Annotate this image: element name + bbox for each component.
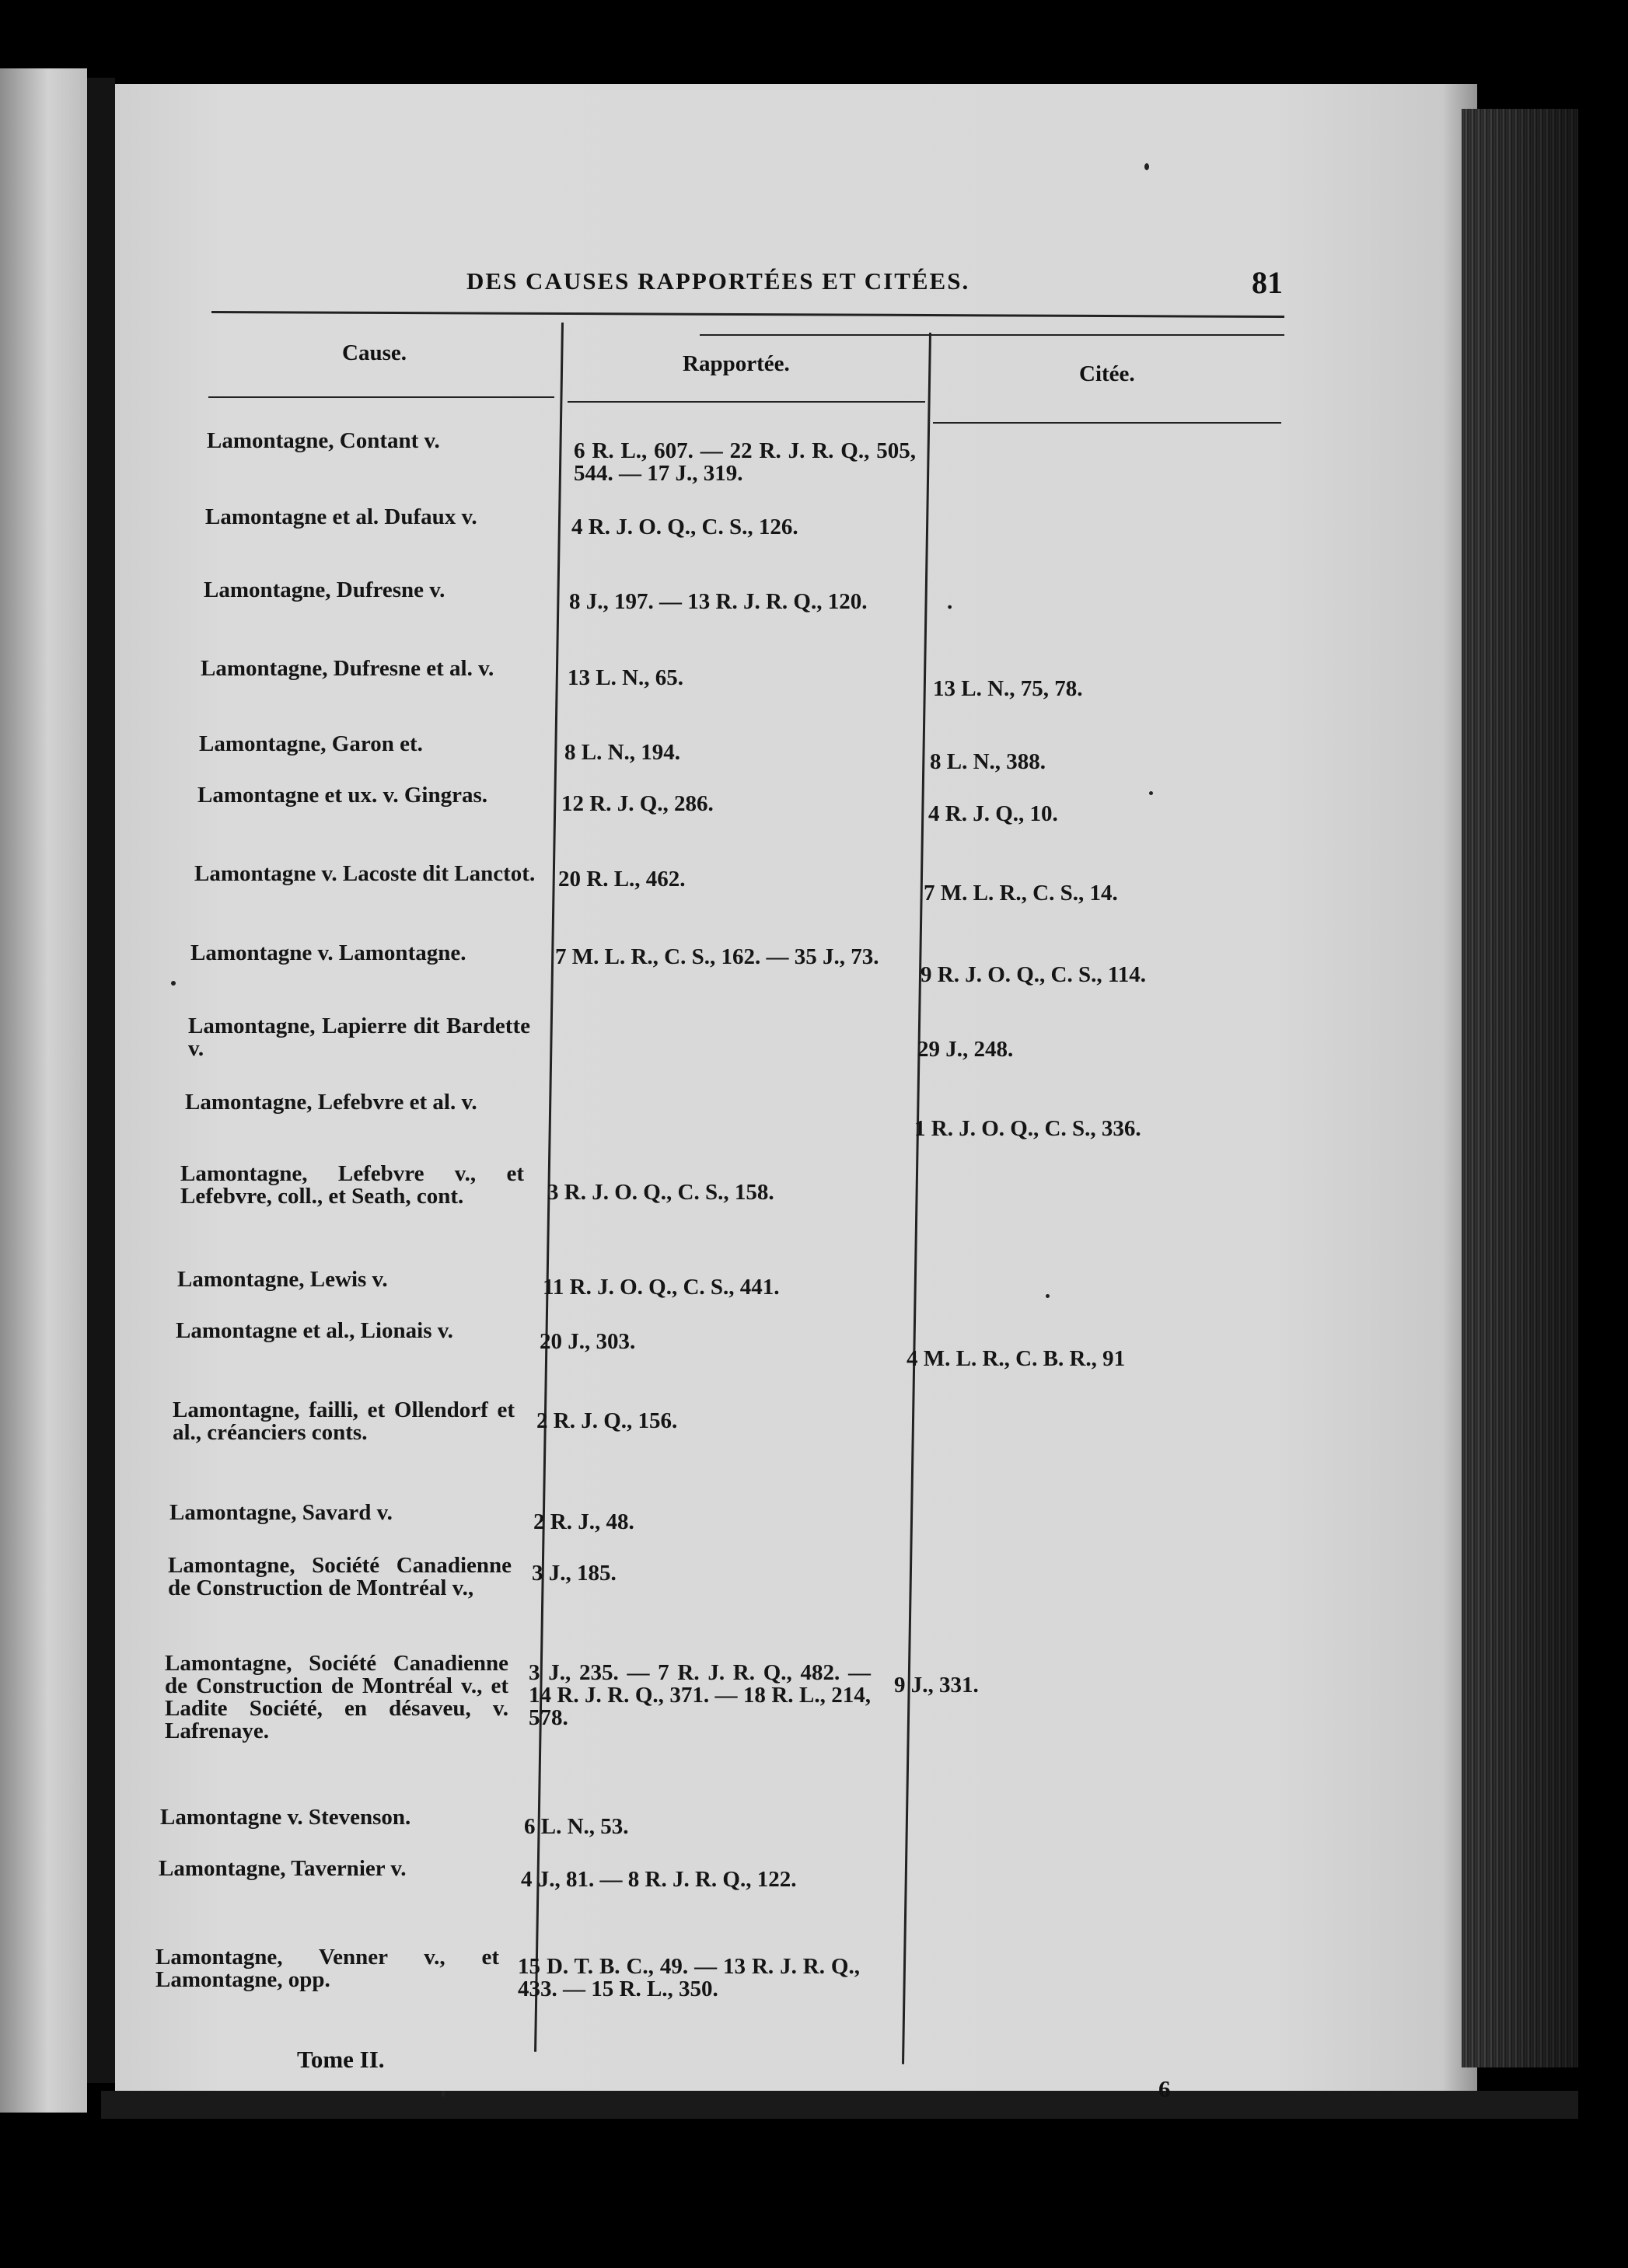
rapportee-cell: 4 R. J. O. Q., C. S., 126. — [571, 515, 798, 539]
rapportee-cell: 6 L. N., 53. — [524, 1814, 629, 1839]
rapportee-cell: 4 J., 81. — 8 R. J. R. Q., 122. — [521, 1867, 797, 1892]
rapportee-cell: 8 L. N., 194. — [564, 740, 681, 765]
cause-cell: Lamontagne, Dufresne v. — [204, 577, 445, 602]
cause-cell: Lamontagne, Tavernier v. — [159, 1856, 407, 1881]
cause-cell: Lamontagne v. Lamontagne. — [190, 940, 466, 965]
column-header-cause: Cause. — [342, 340, 407, 365]
cause-cell: Lamontagne, Dufresne et al. v. — [201, 656, 494, 681]
citee-cell: 1 R. J. O. Q., C. S., 336. — [914, 1116, 1141, 1141]
top-rule-right — [700, 334, 1284, 336]
rapportee-cell: 2 R. J., 48. — [533, 1509, 634, 1534]
citee-cell: 7 M. L. R., C. S., 14. — [924, 881, 1118, 905]
scan-speck — [171, 981, 176, 986]
book-gutter — [87, 78, 115, 2083]
cause-cell: Lamontagne, Venner v., et Lamontagne, opp. — [155, 1945, 499, 1992]
rapportee-cell: 20 R. L., 462. — [558, 867, 686, 891]
citee-cell: . — [947, 589, 953, 614]
rapportee-cell: 20 J., 303. — [540, 1329, 636, 1354]
column-header-rapportee: Rapportée. — [683, 351, 790, 376]
scan-speck — [1046, 1294, 1050, 1298]
citee-cell: 8 L. N., 388. — [930, 749, 1046, 774]
cause-cell: Lamontagne, Lapierre dit Bardette v. — [188, 1014, 530, 1061]
running-head: DES CAUSES RAPPORTÉES ET CITÉES. — [466, 267, 970, 295]
rapportee-cell: 2 R. J. Q., 156. — [536, 1408, 678, 1433]
page-number: 81 — [1252, 265, 1283, 300]
facing-page-edge — [0, 68, 87, 2113]
cause-cell: Lamontagne, Lefebvre v., et Lefebvre, coll., et Seath, cont. — [180, 1161, 524, 1209]
citee-cell: 29 J., 248. — [917, 1037, 1014, 1062]
cause-cell: Lamontagne v. Stevenson. — [160, 1805, 411, 1830]
citee-cell: 13 L. N., 75, 78. — [933, 676, 1083, 701]
rapportee-cell: 3 R. J. O. Q., C. S., 158. — [547, 1180, 774, 1205]
cause-cell: Lamontagne, Lefebvre et al. v. — [185, 1090, 477, 1115]
cause-cell: Lamontagne, Société Canadienne de Construction de Montréal v., — [168, 1553, 512, 1600]
citee-cell: 4 M. L. R., C. B. R., 91 — [907, 1346, 1126, 1371]
scan-speck — [1149, 791, 1153, 795]
citee-cell: 9 J., 331. — [894, 1673, 979, 1698]
cause-cell: Lamontagne et al., Lionais v. — [176, 1318, 453, 1343]
rapportee-cell: 15 D. T. B. C., 49. — 13 R. J. R. Q., 433. — 15 R. L., 350. — [518, 1954, 860, 2001]
citee-header-rule — [933, 422, 1281, 424]
scan-speck — [442, 2091, 445, 2097]
cause-cell: Lamontagne v. Lacoste dit Lanctot. — [194, 861, 536, 886]
stacked-page-edges — [1462, 109, 1578, 2067]
cause-cell: Lamontagne et al. Dufaux v. — [205, 504, 477, 529]
rapportee-cell: 7 M. L. R., C. S., 162. — 35 J., 73. — [555, 944, 879, 969]
rapportee-cell: 12 R. J. Q., 286. — [561, 791, 714, 816]
scan-speck — [1144, 163, 1149, 170]
rapportee-cell: 13 L. N., 65. — [568, 665, 684, 690]
cause-cell: Lamontagne, Savard v. — [169, 1500, 393, 1525]
rapportee-cell: 6 R. L., 607. — 22 R. J. R. Q., 505, 544. — 17 J., 319. — [574, 438, 916, 486]
cause-cell: Lamontagne, Société Canadienne de Construction de Montréal v., et Ladite Société, en désaveu, v. Lafrenaye. — [165, 1651, 508, 1743]
rapportee-cell: 3 J., 185. — [532, 1561, 617, 1586]
signature-mark: 6 — [1158, 2075, 1171, 2102]
citee-cell: 4 R. J. Q., 10. — [928, 801, 1058, 826]
rapportee-cell: 11 R. J. O. Q., C. S., 441. — [543, 1275, 780, 1300]
cause-cell: Lamontagne, failli, et Ollendorf et al., créanciers conts. — [173, 1397, 515, 1445]
bottom-shadow — [101, 2091, 1578, 2119]
volume-footer: Tome II. — [297, 2046, 385, 2073]
rapportee-cell: 3 J., 235. — 7 R. J. R. Q., 482. — 14 R. J. R. Q., 371. — 18 R. L., 214, 578. — [529, 1660, 871, 1730]
rapportee-cell: 8 J., 197. — 13 R. J. R. Q., 120. — [569, 589, 868, 614]
citee-cell: 9 R. J. O. Q., C. S., 114. — [921, 962, 1147, 987]
cause-cell: Lamontagne et ux. v. Gingras. — [197, 783, 487, 808]
rapportee-header-rule — [568, 401, 925, 403]
cause-cell: Lamontagne, Garon et. — [199, 731, 423, 756]
cause-header-rule — [208, 396, 554, 398]
cause-cell: Lamontagne, Lewis v. — [177, 1267, 388, 1292]
column-header-citee: Citée. — [1079, 361, 1135, 386]
cause-cell: Lamontagne, Contant v. — [207, 428, 440, 453]
